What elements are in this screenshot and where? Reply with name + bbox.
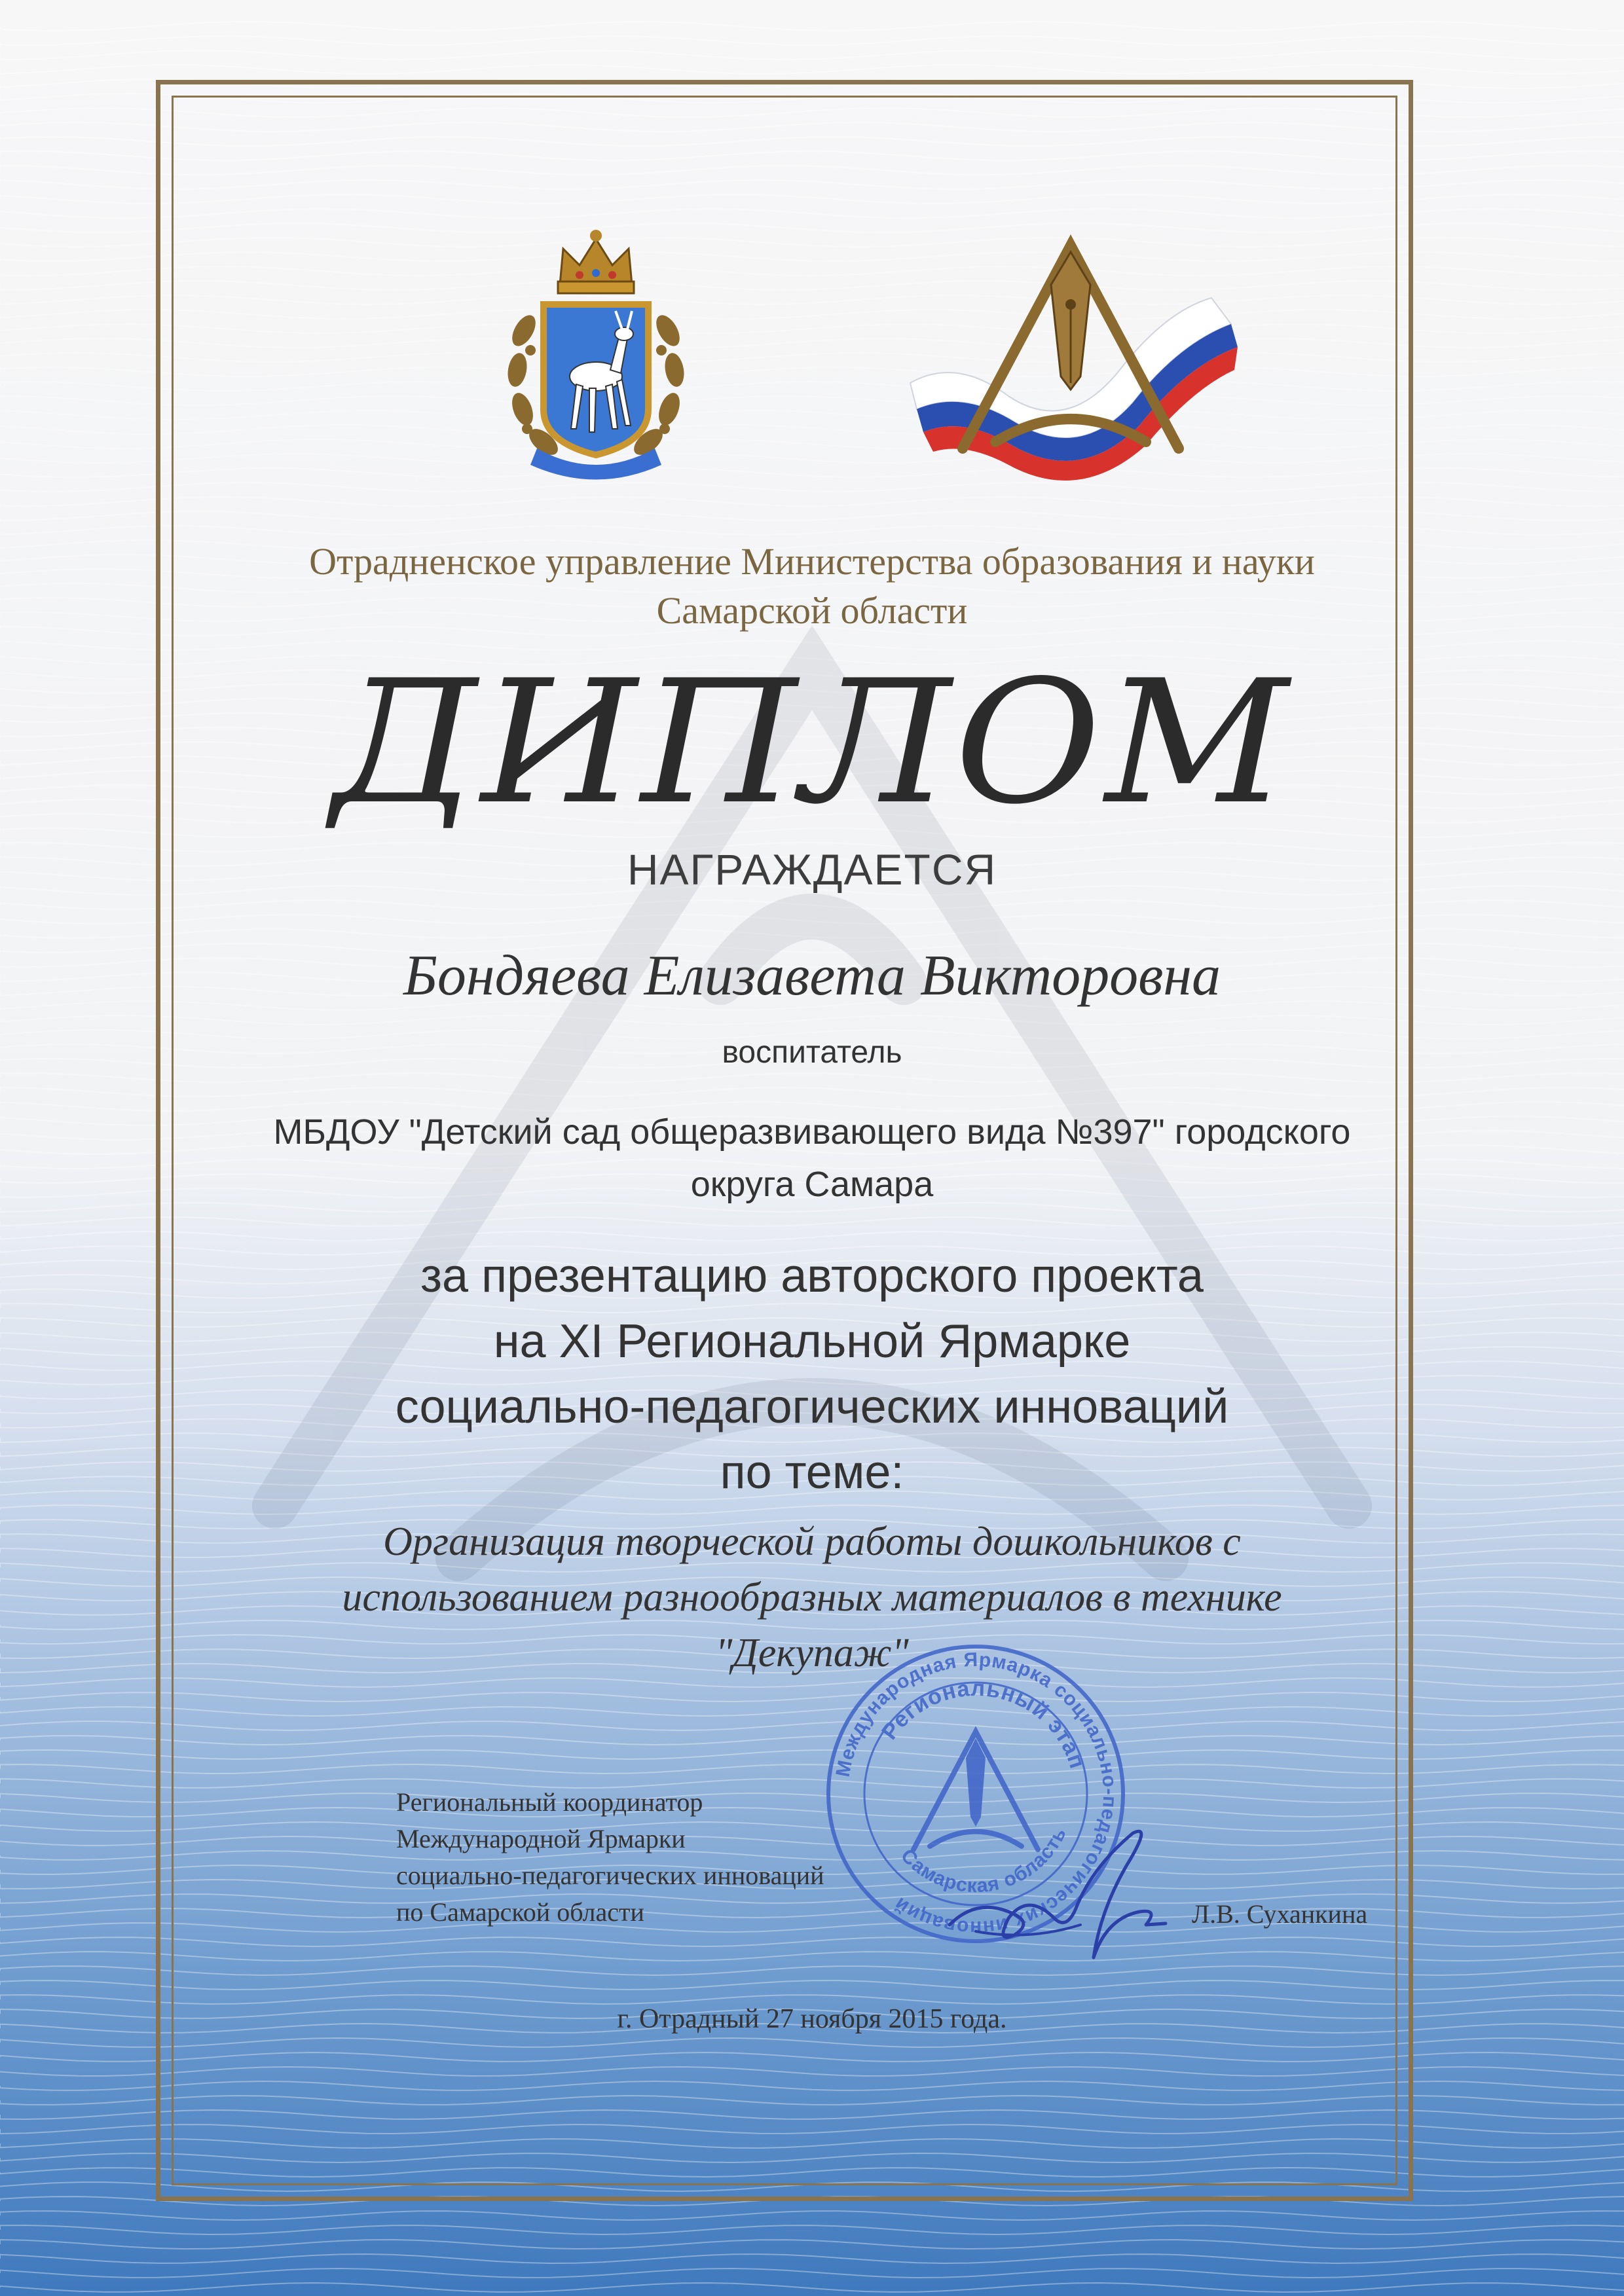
diploma-title: ДИПЛОМ [331, 644, 1293, 842]
coordinator-line-3: социально-педагогических инноваций [396, 1861, 824, 1890]
guilloche-line [0, 2211, 1624, 2220]
reason-line-1: за презентацию авторского проекта [420, 1250, 1204, 1302]
coordinator-line-4: по Самарской области [396, 1897, 644, 1927]
guilloche-line [0, 2283, 1624, 2292]
guilloche-line [0, 36, 1624, 45]
institution-line-2: округа Самара [690, 1165, 934, 1204]
signature-icon [936, 1827, 1172, 1971]
guilloche-line [0, 50, 1624, 60]
organization-line-1: Отрадненское управление Министерства образования и науки [309, 540, 1315, 583]
topic-line-1: Организация творческой работы дошкольников с [383, 1520, 1241, 1564]
guilloche-line [0, 2269, 1624, 2278]
organization-line-2: Самарской области [656, 589, 968, 632]
institution-line-1: МБДОУ "Детский сад общеразвивающего вида №397" городского [273, 1112, 1351, 1152]
reason-line-3: социально-педагогических инноваций [395, 1381, 1229, 1433]
reason-line-4: по теме: [720, 1446, 904, 1499]
place-and-date: г. Отрадный 27 ноября 2015 года. [617, 2004, 1007, 2034]
guilloche-line [0, 2254, 1624, 2263]
signer-name: Л.В. Суханкина [1192, 1899, 1368, 1929]
topic-line-2: использованием разнообразных материалов в технике [342, 1575, 1282, 1620]
topic-line-3: "Декупаж" [715, 1631, 909, 1675]
awarded-label: НАГРАЖДАЕТСЯ [627, 845, 997, 894]
recipient-position: воспитатель [722, 1035, 902, 1070]
coordinator-line-1: Региональный координатор [396, 1787, 703, 1817]
coordinator-block [396, 1784, 824, 1931]
recipient-name: Бондяева Елизавета Викторовна [403, 944, 1221, 1008]
stamp-outer-text: Международная Ярмарка социально-педагогических инноваций [832, 1649, 1121, 1939]
coordinator-line-2: Международной Ярмарки [396, 1824, 686, 1853]
samara-region-coat-of-arms-icon [498, 213, 694, 494]
stamp-inner-text: Региональный этап [876, 1675, 1090, 1772]
stamp-bottom-text: Самарская область [896, 1824, 1071, 1897]
guilloche-line [0, 22, 1624, 31]
guilloche-line [0, 2240, 1624, 2249]
guilloche-line [0, 65, 1624, 74]
innovation-fair-pen-logo-icon [904, 226, 1244, 488]
guilloche-line [0, 2225, 1624, 2234]
reason-line-2: на XI Региональной Ярмарке [493, 1315, 1131, 1368]
